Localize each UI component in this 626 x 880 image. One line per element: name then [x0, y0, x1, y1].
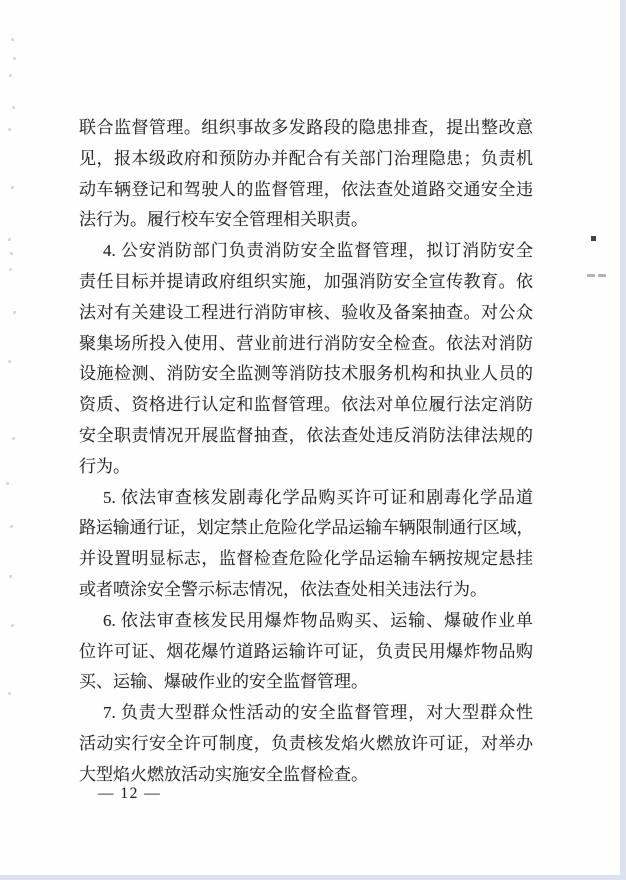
scan-speckle	[9, 268, 12, 271]
scan-speckle	[9, 74, 12, 77]
paragraph	[79, 236, 533, 482]
scan-speckle	[12, 106, 15, 109]
paragraph	[79, 483, 533, 606]
scan-speckle	[8, 360, 11, 363]
scan-speckle	[8, 692, 11, 695]
scan-speckle	[8, 238, 11, 241]
text-line: 4. 公安消防部门负责消防安全监督管理，拟订消防安全	[103, 241, 533, 261]
text-line: 并设置明显标志，监督检查危险化学品运输车辆按规定悬挂	[79, 549, 533, 569]
scan-speckle	[12, 437, 15, 440]
text-line: 联合监督管理。组织事故多发路段的隐患排查，提出整改意	[79, 118, 533, 137]
scan-artifact	[598, 274, 606, 277]
scan-speckle	[13, 311, 16, 314]
text-line: 聚集场所投入使用、营业前进行消防安全检查。依法对消防	[79, 333, 533, 353]
text-line: 活动实行安全许可制度，负责核发焰火燃放许可证，对举办	[79, 733, 533, 753]
text-line: 设施检测、消防安全监测等消防技术服务机构和执业人员的	[79, 364, 533, 384]
text-line: 资质、资格进行认定和监督管理。依法对单位履行法定消防	[79, 395, 533, 415]
scan-artifact	[591, 236, 596, 241]
scan-speckle	[11, 624, 14, 627]
text-line: 见，报本级政府和预防办并配合有关部门治理隐患；负责机	[79, 148, 533, 168]
text-line: 5. 依法审查核发剧毒化学品购买许可证和剧毒化学品道	[103, 487, 533, 507]
paragraph	[79, 698, 533, 790]
text-line: 动车辆登记和驾驶人的监督管理，依法查处道路交通安全违	[79, 179, 533, 199]
scan-speckle	[9, 575, 12, 578]
scan-speckle	[11, 186, 14, 189]
text-line: 责任目标并提请政府组织实施，加强消防安全宣传教育。依	[79, 271, 533, 291]
text-line: 路运输通行证，划定禁止危险化学品运输车辆限制通行区域，	[79, 518, 533, 538]
paragraph	[79, 113, 533, 236]
scan-speckle	[10, 252, 13, 255]
text-line: 6. 依法审查核发民用爆炸物品购买、运输、爆破作业单	[103, 610, 533, 630]
scan-speckle	[13, 57, 16, 60]
text-line: 法行为。履行校车安全管理相关职责。	[79, 210, 368, 230]
text-line: 行为。	[79, 456, 130, 476]
scan-edge-bottom	[0, 875, 626, 880]
text-line: 或者喷涂安全警示标志情况，依法查处相关违法行为。	[79, 579, 487, 599]
scan-edge-right	[620, 0, 626, 880]
text-line: 买、运输、爆破作业的安全监督管理。	[79, 672, 368, 692]
scan-speckle	[8, 128, 11, 131]
text-line: 法对有关建设工程进行消防审核、验收及备案抽查。对公众	[79, 302, 533, 322]
document-body	[79, 113, 533, 791]
text-line: 安全职责情况开展监督抽查，依法查处违反消防法律法规的	[79, 425, 533, 445]
paragraph	[79, 606, 533, 698]
scan-artifact	[587, 274, 595, 277]
scan-speckle	[10, 525, 13, 528]
page-number: — 12 —	[98, 785, 162, 802]
text-line: 7. 负责大型群众性活动的安全监督管理，对大型群众性	[103, 703, 533, 723]
scan-speckle	[11, 38, 14, 41]
text-line: 大型焰火燃放活动实施安全监督检查。	[79, 764, 368, 784]
scan-speckle	[6, 482, 9, 485]
text-line: 位许可证、烟花爆竹道路运输许可证，负责民用爆炸物品购	[79, 641, 533, 661]
